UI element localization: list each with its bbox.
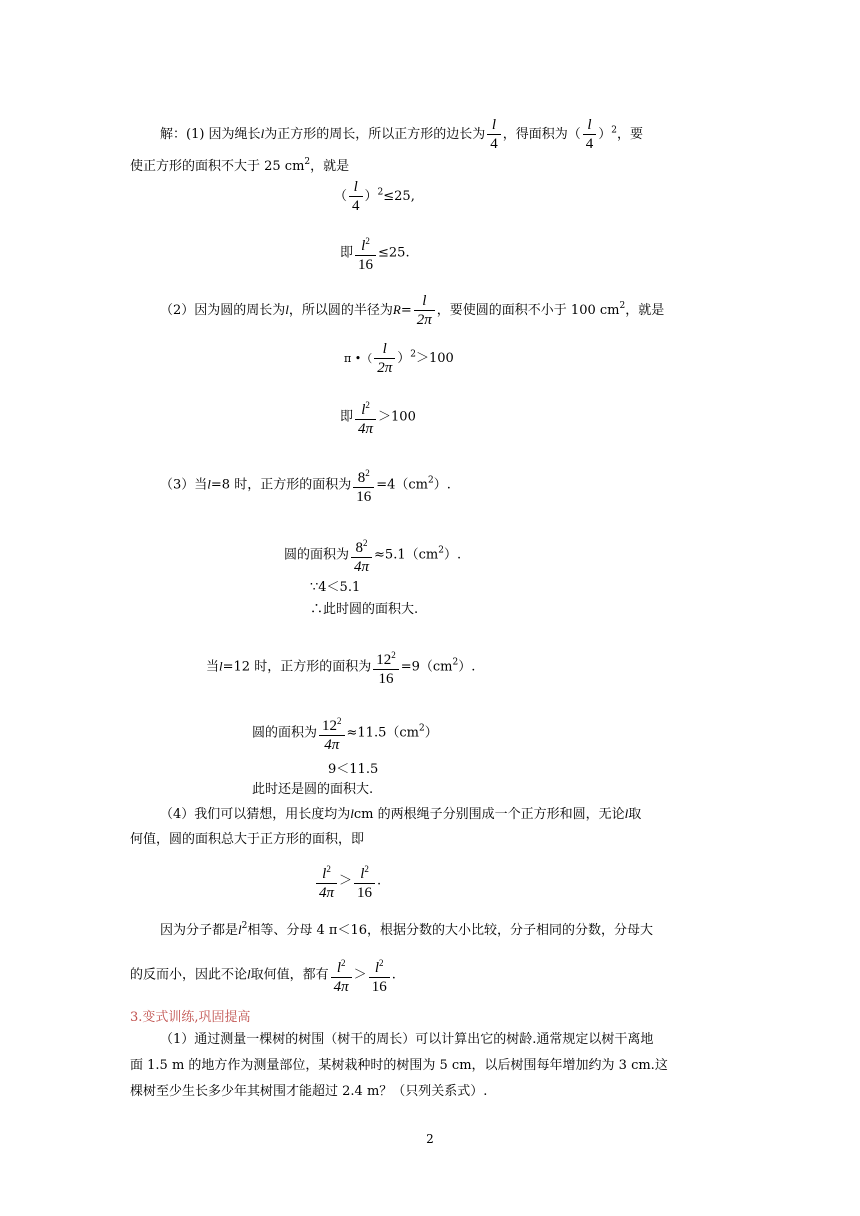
text: ≤25. — [378, 245, 410, 261]
exponent: 2 — [365, 236, 370, 246]
text: 当 — [206, 659, 220, 675]
text: 的反而小，因此不论 — [130, 967, 248, 983]
solution-part2 — [160, 292, 664, 329]
denominator: 16 — [356, 489, 372, 505]
exponent: 2 — [304, 157, 311, 167]
equation-7 — [314, 860, 381, 902]
text: ，要使圆的面积不小于 100 cm — [436, 303, 620, 318]
exponent: 2 — [410, 349, 416, 360]
denominator: 4π — [319, 885, 335, 901]
text: 即 — [340, 245, 354, 261]
text: = — [400, 303, 412, 318]
exponent: 2 — [326, 864, 331, 874]
text: =12 时，正方形的面积为 — [222, 659, 372, 675]
text: ） — [598, 127, 612, 142]
numerator: l — [487, 116, 501, 135]
var-r: R — [392, 302, 401, 317]
text: 12 — [322, 718, 338, 734]
text: （2）因为圆的周长为 — [160, 303, 286, 318]
denominator: 4 — [352, 198, 360, 214]
text: . — [391, 967, 396, 983]
equation-5 — [284, 534, 461, 576]
solution-part4-line1 — [160, 804, 641, 825]
text: 解：(1) 因为绳长 — [160, 127, 261, 142]
exercise-line3: 棵树至少生长多少年其树围才能超过 2.4 m？（只列关系式）. — [130, 1084, 488, 1099]
text: 圆的面积为 — [252, 725, 318, 741]
text: 8 — [355, 540, 364, 556]
exponent: 2 — [365, 400, 370, 410]
explanation-line2 — [130, 954, 396, 996]
numerator: l — [414, 292, 435, 311]
conclusion: 此时还是圆的面积大. — [252, 782, 374, 797]
solution-part3 — [160, 464, 451, 506]
text: 8 — [357, 470, 366, 486]
text: ，得面积为（ — [502, 127, 581, 142]
text: ）. — [433, 477, 451, 493]
var-l: l — [350, 806, 354, 821]
section-heading: 3.变式训练,巩固提高 — [130, 1010, 251, 1025]
text: ）. — [458, 659, 476, 675]
numerator: l — [583, 116, 597, 135]
numerator — [354, 860, 375, 884]
text: =4（cm — [376, 477, 428, 493]
comparison: 9＜11.5 — [328, 762, 379, 777]
exercise-line2: 面 1.5 m 的地方作为测量部位，某树栽种时的树围为 5 cm，以后树围每年增加约为 3 cm.这 — [130, 1058, 668, 1073]
numerator — [353, 464, 374, 488]
solution-part3b — [206, 646, 475, 688]
exponent: 2 — [391, 650, 396, 660]
text: ≈5.1（cm — [374, 547, 439, 563]
solution-part1-line1 — [160, 116, 643, 153]
fraction — [355, 396, 376, 438]
denominator: 4 — [585, 136, 594, 152]
text: ） — [364, 189, 378, 204]
text: （4）我们可以猜想，用长度均为 — [160, 807, 351, 822]
text: π •（ — [344, 352, 373, 365]
therefore-statement: ∴此时圆的面积大. — [310, 602, 419, 617]
denominator: 4π — [324, 737, 340, 753]
numerator: l — [374, 340, 395, 359]
var-l: l — [361, 402, 366, 418]
text: ＞ — [353, 967, 367, 983]
numerator — [331, 954, 352, 978]
text: 12 — [376, 652, 392, 668]
fraction — [414, 292, 435, 329]
text: （ — [334, 189, 348, 204]
fraction — [316, 860, 337, 902]
text: 取 — [628, 807, 642, 822]
exponent: 2 — [438, 545, 444, 556]
numerator — [355, 396, 376, 420]
fraction-l-over-4 — [487, 116, 501, 153]
text: ） — [424, 725, 438, 741]
numerator — [355, 232, 376, 256]
fraction — [369, 954, 390, 996]
fraction-l-over-4 — [583, 116, 597, 153]
equation-3 — [344, 340, 454, 377]
denominator: 2π — [416, 312, 432, 328]
exponent: 2 — [619, 301, 626, 311]
page-number: 2 — [426, 1132, 434, 1146]
text: ≤25, — [383, 189, 415, 204]
text: （3）当 — [160, 477, 208, 493]
fraction — [355, 232, 376, 274]
text: 使正方形的面积不大于 25 cm — [130, 159, 305, 174]
fraction — [319, 712, 345, 754]
numerator: l — [349, 178, 363, 197]
denominator: 16 — [378, 671, 394, 687]
text: 即 — [340, 409, 354, 425]
text: ，所以圆的半径为 — [288, 303, 393, 318]
text: ＞ — [339, 873, 353, 889]
text: =9（cm — [400, 659, 453, 675]
numerator — [319, 712, 345, 736]
text: ，要 — [616, 127, 643, 142]
denominator: 16 — [371, 979, 387, 995]
var-l: l — [336, 960, 341, 976]
fraction — [351, 534, 372, 576]
exponent: 2 — [365, 468, 370, 478]
text: ＞100 — [415, 351, 454, 366]
text: ＞100 — [378, 409, 416, 425]
fraction — [331, 954, 352, 996]
text: . — [377, 873, 382, 889]
text: cm 的两根绳子分别围成一个正方形和圆，无论 — [353, 807, 625, 822]
var-l: l — [624, 806, 629, 821]
numerator — [373, 646, 399, 670]
var-l: l — [207, 476, 211, 492]
equation-6 — [252, 712, 438, 754]
exponent: 2 — [337, 716, 342, 726]
denominator: 16 — [357, 885, 373, 901]
exponent: 2 — [379, 958, 384, 968]
numerator — [351, 534, 372, 558]
exponent: 2 — [452, 657, 459, 668]
text: 圆的面积为 — [284, 547, 350, 563]
fraction — [349, 178, 363, 215]
fraction — [353, 464, 374, 506]
var-l: l — [285, 302, 289, 317]
denominator: 4π — [354, 559, 370, 575]
var-l: l — [361, 238, 366, 254]
denominator: 4 — [490, 136, 498, 152]
text: ≈11.5（cm — [346, 725, 419, 741]
text: 取何值，都有 — [250, 967, 329, 983]
text: ，就是 — [310, 159, 350, 174]
denominator: 16 — [358, 257, 374, 273]
exponent: 2 — [418, 723, 425, 734]
fraction — [374, 340, 395, 377]
equation-1 — [334, 178, 415, 215]
because-statement: ∵4＜5.1 — [310, 580, 361, 595]
exponent: 2 — [427, 475, 434, 486]
exponent: 2 — [364, 864, 369, 874]
solution-part1-line2 — [130, 152, 349, 177]
fraction — [373, 646, 399, 688]
var-l: l — [260, 126, 265, 141]
var-l: l — [322, 866, 327, 882]
text: 相等、分母 4 π＜16，根据分数的大小比较，分子相同的分数，分母大 — [247, 923, 653, 938]
text: 为正方形的周长，所以正方形的边长为 — [264, 127, 486, 142]
exponent: 2 — [341, 958, 346, 968]
var-l: l — [360, 866, 365, 882]
fraction — [354, 860, 375, 902]
text: =8 时，正方形的面积为 — [210, 477, 352, 493]
exponent: 2 — [611, 125, 617, 136]
exponent: 2 — [363, 538, 368, 548]
numerator — [369, 954, 390, 978]
text: ，就是 — [625, 303, 665, 318]
exponent: 2 — [241, 921, 248, 931]
var-l: l — [238, 922, 242, 937]
var-l: l — [374, 960, 380, 976]
equation-4 — [340, 396, 416, 438]
equation-2 — [340, 232, 410, 274]
text: ） — [397, 351, 411, 366]
numerator — [316, 860, 337, 884]
solution-part4-line2: 何值，圆的面积总大于正方形的面积，即 — [130, 832, 365, 847]
var-l: l — [219, 658, 223, 674]
var-l: l — [247, 966, 251, 982]
exponent: 2 — [377, 187, 384, 198]
text: 因为分子都是 — [160, 923, 239, 938]
text: ）. — [443, 547, 462, 563]
exercise-line1: （1）通过测量一棵树的树围（树干的周长）可以计算出它的树龄.通常规定以树干离地 — [160, 1032, 654, 1047]
denominator: 2π — [377, 360, 393, 376]
denominator: 4π — [333, 979, 349, 995]
explanation-line1 — [160, 916, 653, 941]
denominator: 4π — [358, 421, 374, 437]
